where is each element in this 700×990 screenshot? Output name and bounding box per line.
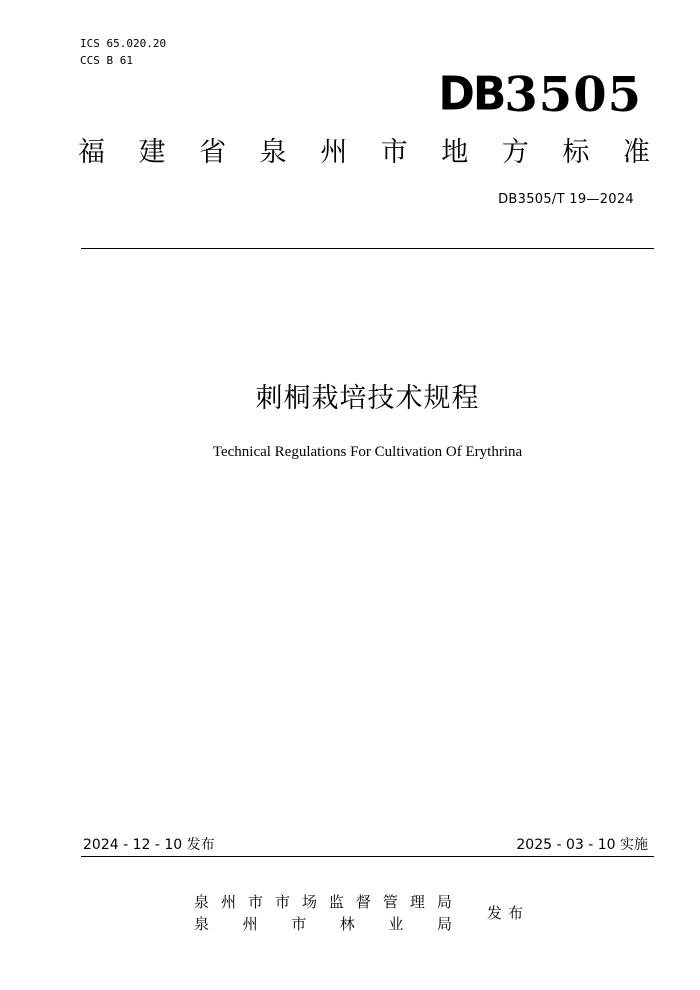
publish-date: 2024 - 12 - 10 发布 bbox=[83, 837, 215, 853]
standard-type-char: 泉 bbox=[259, 137, 287, 168]
issuer-char: 业 bbox=[388, 915, 404, 933]
standard-type-char: 市 bbox=[380, 137, 408, 168]
issuer-char: 理 bbox=[409, 893, 425, 911]
standard-type-char: 福 bbox=[78, 137, 105, 168]
issuer-char: 监 bbox=[328, 893, 344, 911]
issuer-char: 林 bbox=[339, 915, 355, 933]
ics-code: ICS 65.020.20 bbox=[80, 37, 167, 50]
top-divider bbox=[81, 248, 654, 249]
standard-type-char: 地 bbox=[441, 137, 469, 168]
issuer-char: 管 bbox=[382, 893, 398, 911]
db-logo-number: 3505 bbox=[504, 67, 642, 123]
document-title-chinese: 刺桐栽培技术规程 bbox=[255, 383, 480, 414]
issuer-market-supervision bbox=[194, 892, 452, 912]
db-logo-letters: DB bbox=[438, 67, 505, 122]
issuer-char: 局 bbox=[436, 915, 452, 933]
standard-type-char: 省 bbox=[199, 137, 227, 168]
standard-number: DB3505/T 19—2024 bbox=[498, 192, 634, 207]
standard-type-char: 准 bbox=[622, 137, 650, 168]
implementation-date: 2025 - 03 - 10 实施 bbox=[516, 837, 648, 853]
db-logo bbox=[438, 67, 642, 123]
standard-type-char: 方 bbox=[501, 137, 529, 168]
standard-type-title bbox=[78, 136, 650, 170]
issuer-forestry-bureau bbox=[194, 914, 452, 934]
issuer-char: 州 bbox=[220, 893, 236, 911]
standard-type-char: 建 bbox=[138, 137, 166, 168]
issuer-char: 泉 bbox=[194, 893, 210, 911]
issuer-char: 督 bbox=[355, 893, 371, 911]
bottom-divider bbox=[81, 856, 654, 857]
standard-type-char: 标 bbox=[562, 137, 590, 168]
issuer-char: 场 bbox=[301, 893, 317, 911]
issuer-char: 市 bbox=[291, 915, 307, 933]
standard-type-char: 州 bbox=[320, 137, 348, 168]
ccs-code: CCS B 61 bbox=[80, 54, 133, 67]
document-title-english: Technical Regulations For Cultivation Of Erythrina bbox=[212, 444, 523, 460]
issuer-char: 州 bbox=[242, 915, 258, 933]
issuer-char: 市 bbox=[274, 893, 290, 911]
issuer-char: 局 bbox=[436, 893, 452, 911]
issuer-char: 泉 bbox=[194, 915, 210, 933]
issue-label: 发布 bbox=[487, 904, 530, 922]
issuer-char: 市 bbox=[247, 893, 263, 911]
